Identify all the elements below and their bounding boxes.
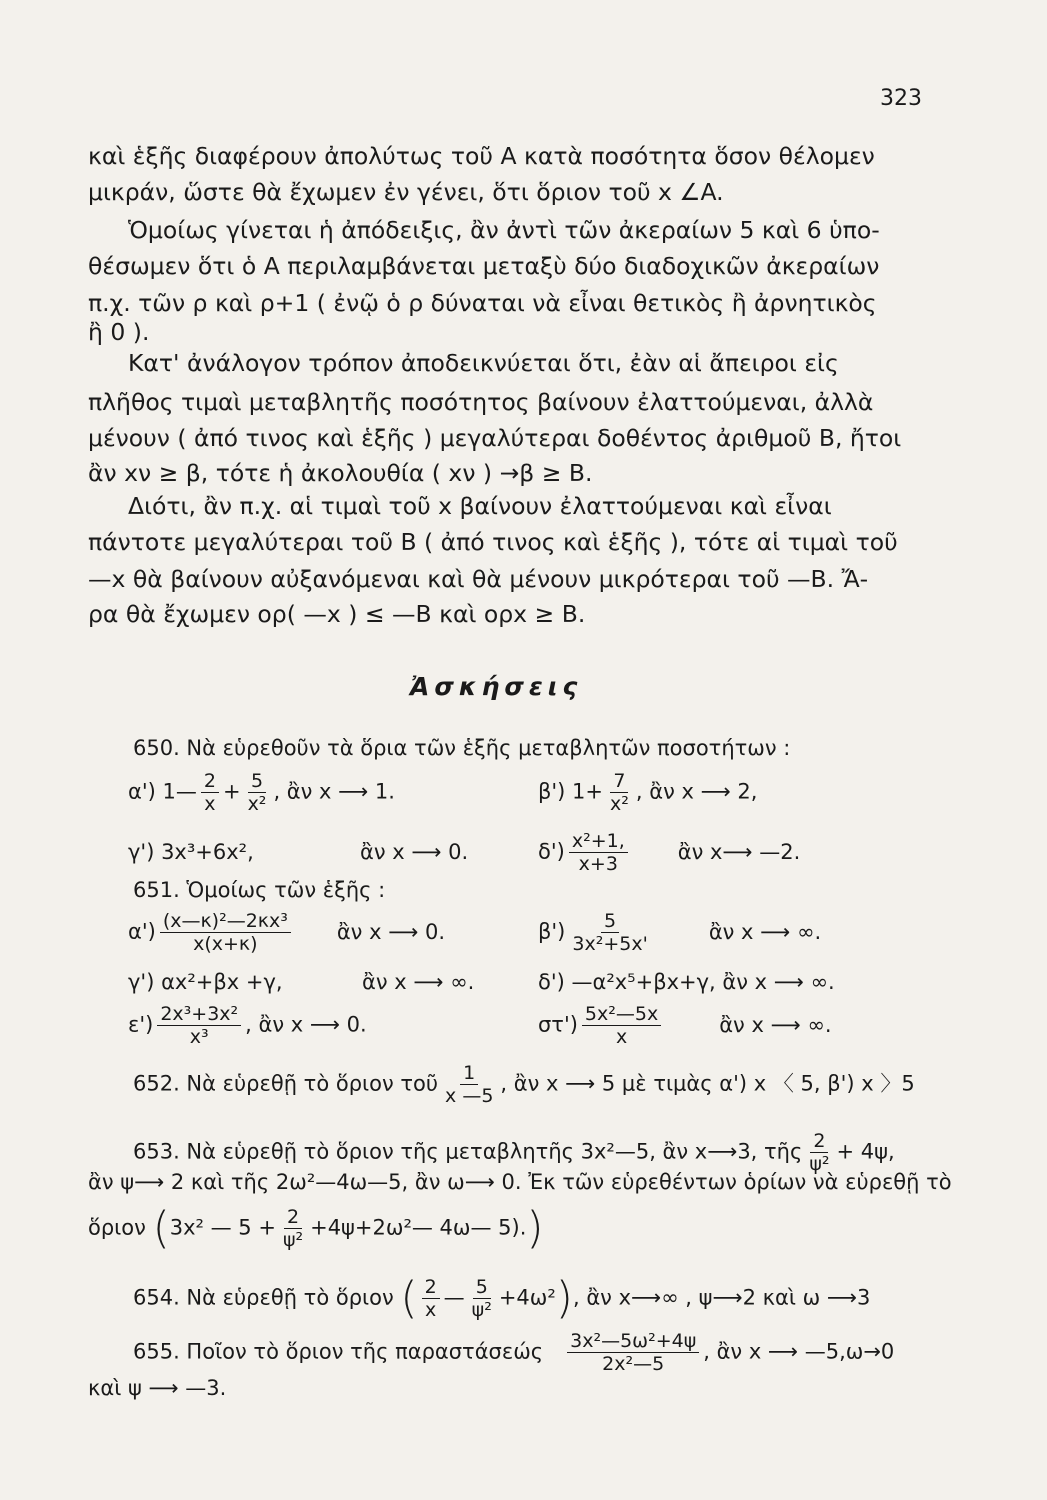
exercise-651-a: α') $\frac{\text{(x—κ)²—2κx³}}{x(x+\kappa)}$ ἂν x ⟶ 0.: [128, 910, 446, 955]
exercise-651-d: δ') —α²x⁵+βx+γ, ἂν x ⟶ ∞.: [538, 970, 835, 994]
exercise-655-line-1: 655. Ποῖον τὸ ὅριον τῆς παραστάσεώς $\frac{\text{3x²—5ω²+4ψ}}{\text{2x²—5}}$ , ἂν x ⟶ —5,ω→0: [133, 1330, 895, 1375]
fraction: $\frac{\text{x²+1,}}{x+3}$: [569, 830, 628, 875]
fraction: $\frac{5}{\text{ψ²}}$: [471, 1276, 492, 1321]
prose-line-9: μένουν ( ἀπό τινος καὶ ἑξῆς ) μεγαλύτεραι δοθέντος ἀριθμοῦ Β, ἤτοι: [88, 424, 902, 452]
exercise-650-g: γ') 3x³+6x²,: [128, 840, 254, 864]
fraction: $\frac{7}{\text{x²}}$: [610, 770, 629, 815]
exercise-653-line-3: ὅριον (3x² — 5 + $\frac{2}{\text{ψ²}}$ +4ψ+2ω²— 4ω— 5).): [88, 1202, 544, 1254]
exercise-650-d: δ') $\frac{\text{x²+1,}}{x+3}$ ἂν x⟶ —2.: [538, 830, 801, 875]
exercise-651-b: β') $\frac{5}{\text{3x²+5x'}}$ ἂν x ⟶ ∞.: [538, 910, 822, 955]
exercise-651-g: γ') αx²+βx +γ,: [128, 970, 283, 994]
exercise-654: 654. Νὰ εὑρεθῇ τὸ ὅριον ( $\frac{2}{x}$ — $\frac{5}{\text{ψ²}}$ +4ω²), ἂν x⟶∞ , ψ⟶2 καὶ ω ⟶3: [133, 1272, 871, 1324]
fraction: $\frac{\text{(x—κ)²—2κx³}}{x(x+\kappa)}$: [160, 910, 291, 955]
exercises-heading: Ἀσκήσεις: [410, 672, 583, 701]
fraction: $\frac{2}{\text{ψ²}}$: [282, 1206, 304, 1251]
prose-line-13: —x θὰ βαίνουν αὐξανόμεναι καὶ θὰ μένουν μικρότεραι τοῦ —Β. Ἄ-: [88, 565, 869, 593]
exercise-650-g-cond: ἂν x ⟶ 0.: [360, 840, 469, 864]
prose-line-14: ρα θὰ ἔχωμεν ορ( —x ) ≤ —Β καὶ ορx ≥ Β.: [88, 600, 586, 628]
prose-line-12: πάντοτε μεγαλύτεραι τοῦ Β ( ἀπό τινος καὶ ἑξῆς ), τότε αἱ τιμαὶ τοῦ: [88, 528, 898, 556]
exercise-650-a: α') 1— $\frac{2}{x}$ + $\frac{5}{\text{x²}}$ , ἂν x ⟶ 1.: [128, 770, 395, 815]
fraction: $\frac{\text{3x²—5ω²+4ψ}}{\text{2x²—5}}$: [567, 1330, 699, 1375]
exercise-653-line-2: ἂν ψ⟶ 2 καὶ τῆς 2ω²—4ω—5, ἂν ω⟶ 0. Ἐκ τῶν εὑρεθέντων ὁρίων νὰ εὑρεθῇ τὸ: [88, 1170, 952, 1194]
exercise-651-title: 651. Ὁμοίως τῶν ἑξῆς :: [133, 878, 386, 902]
prose-line-4: θέσωμεν ὅτι ὁ Α περιλαμβάνεται μεταξὺ δύο διαδοχικῶν ἀκεραίων: [88, 252, 880, 280]
fraction: $\frac{\text{2x³+3x²}}{\text{x³}}$: [157, 1003, 241, 1048]
prose-line-5: π.χ. τῶν ρ καὶ ρ+1 ( ἐνῷ ὁ ρ δύναται νὰ εἶναι θετικὸς ἢ ἀρνητικὸς: [88, 289, 877, 317]
exercise-653-line-1: 653. Νὰ εὑρεθῇ τὸ ὅριον τῆς μεταβλητῆς 3x²—5, ἂν x⟶3, τῆς $\frac{2}{\text{ψ²}}$ + 4ψ,: [133, 1130, 895, 1175]
exercise-650-title: 650. Νὰ εὑρεθοῦν τὰ ὅρια τῶν ἑξῆς μεταβλητῶν ποσοτήτων :: [133, 736, 791, 760]
exercise-651-st: στ') $\frac{\text{5x²—5x}}{x}$ ἂν x ⟶ ∞.: [538, 1003, 832, 1048]
prose-line-6: ἢ 0 ).: [88, 318, 150, 346]
prose-line-2: μικράν, ὥστε θὰ ἔχωμεν ἐν γένει, ὅτι ὅριον τοῦ x ∠A.: [88, 178, 724, 206]
fraction: $\frac{5}{\text{3x²+5x'}}$: [572, 910, 648, 955]
prose-line-11: Διότι, ἂν π.χ. αἱ τιμαὶ τοῦ x βαίνουν ἐλαττούμεναι καὶ εἶναι: [128, 492, 832, 520]
fraction: $\frac{2}{\text{ψ²}}$: [809, 1130, 830, 1175]
exercise-651-e: ε') $\frac{\text{2x³+3x²}}{\text{x³}}$ , ἂν x ⟶ 0.: [128, 1003, 367, 1048]
prose-line-7: Κατ' ἀνάλογον τρόπον ἀποδεικνύεται ὅτι, ἐὰν αἱ ἄπειροι εἰς: [128, 349, 839, 377]
exercise-655-line-2: καὶ ψ ⟶ —3.: [88, 1376, 227, 1400]
fraction: $\frac{2}{x}$: [422, 1276, 440, 1321]
prose-line-8: πλῆθος τιμαὶ μεταβλητῆς ποσότητος βαίνουν ἐλαττούμεναι, ἀλλὰ: [88, 388, 874, 416]
exercise-650-b: β') 1+ $\frac{7}{\text{x²}}$ , ἂν x ⟶ 2,: [538, 770, 758, 815]
fraction: $\frac{\text{5x²—5x}}{x}$: [582, 1003, 661, 1048]
page-number: 323: [880, 86, 922, 111]
prose-line-3: Ὁμοίως γίνεται ἡ ἀπόδειξις, ἂν ἀντὶ τῶν ἀκεραίων 5 καὶ 6 ὑπο-: [128, 216, 880, 244]
exercise-651-g-cond: ἂν x ⟶ ∞.: [362, 970, 475, 994]
prose-line-10: ἂν xν ≥ β, τότε ἡ ἀκολουθία ( xν ) →β ≥ Β.: [88, 459, 593, 487]
exercise-652: 652. Νὰ εὑρεθῇ τὸ ὅριον τοῦ $\frac{1}{x —5}$ , ἂν x ⟶ 5 μὲ τιμὰς α') x 〈 5, β') x 〉5: [133, 1062, 915, 1107]
fraction: $\frac{1}{x —5}$: [445, 1062, 494, 1107]
fraction: $\frac{5}{\text{x²}}$: [247, 770, 267, 815]
prose-line-1: καὶ ἑξῆς διαφέρουν ἀπολύτως τοῦ Α κατὰ ποσότητα ὅσον θέλομεν: [88, 142, 875, 170]
fraction: $\frac{2}{x}$: [201, 770, 219, 815]
